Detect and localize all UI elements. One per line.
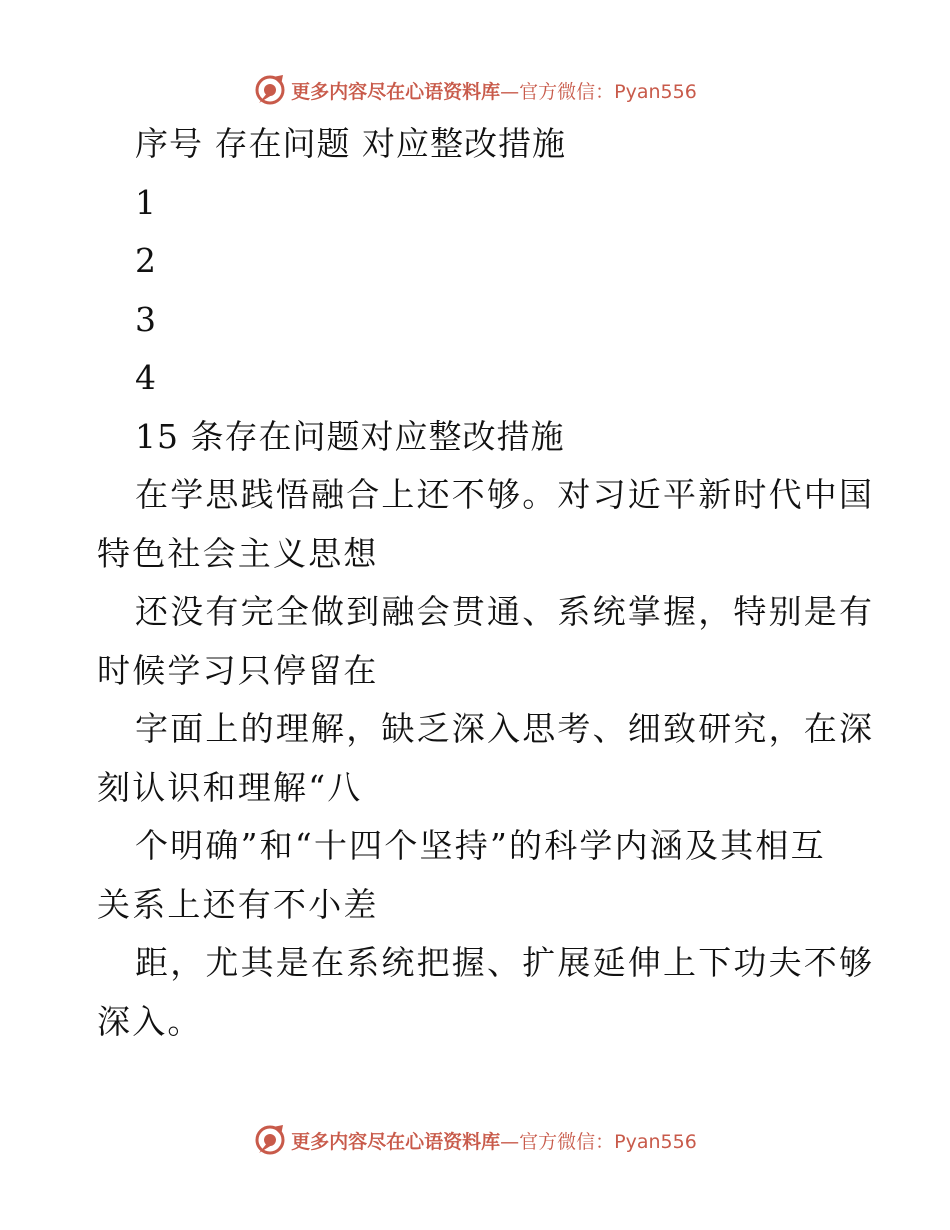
table-header-line: 序号 存在问题 对应整改措施 <box>135 124 566 163</box>
paragraph-line: 时候学习只停留在 <box>97 650 379 690</box>
banner-suffix: —官方微信：Pyan556 <box>500 1130 697 1153</box>
banner-text: 更多内容尽在心语资料库 <box>291 1130 501 1153</box>
paragraph-line: 深入。 <box>97 1001 203 1041</box>
paragraph-line: 个明确”和“十四个坚持”的科学内涵及其相互 <box>135 826 826 865</box>
row-number-1: 1 <box>135 182 157 222</box>
paragraph-line: 字面上的理解，缺乏深入思考、细致研究，在深 <box>135 709 875 748</box>
paragraph-line: 关系上还有不小差 <box>97 884 379 924</box>
paragraph-line: 刻认识和理解“八 <box>97 767 363 807</box>
row-number-3: 3 <box>135 299 157 339</box>
row-number-2: 2 <box>135 241 157 280</box>
paragraph-line: 距，尤其是在系统把握、扩展延伸上下功夫不够 <box>135 943 875 982</box>
row-number-4: 4 <box>135 358 157 397</box>
paragraph-line: 还没有完全做到融会贯通、系统掌握，特别是有 <box>135 592 875 631</box>
footer-watermark-banner <box>0 1120 950 1160</box>
paragraph-line: 在学思践悟融合上还不够。对习近平新时代中国 <box>135 475 875 514</box>
paragraph-line: 特色社会主义思想 <box>97 533 379 573</box>
document-body <box>97 115 875 1051</box>
header-watermark-banner <box>0 70 950 110</box>
banner-suffix: —官方微信：Pyan556 <box>500 80 697 103</box>
pen-logo-icon <box>253 1123 287 1157</box>
pen-logo-icon <box>253 73 287 107</box>
banner-text: 更多内容尽在心语资料库 <box>291 80 501 103</box>
section-heading: 15 条存在问题对应整改措施 <box>135 416 565 456</box>
